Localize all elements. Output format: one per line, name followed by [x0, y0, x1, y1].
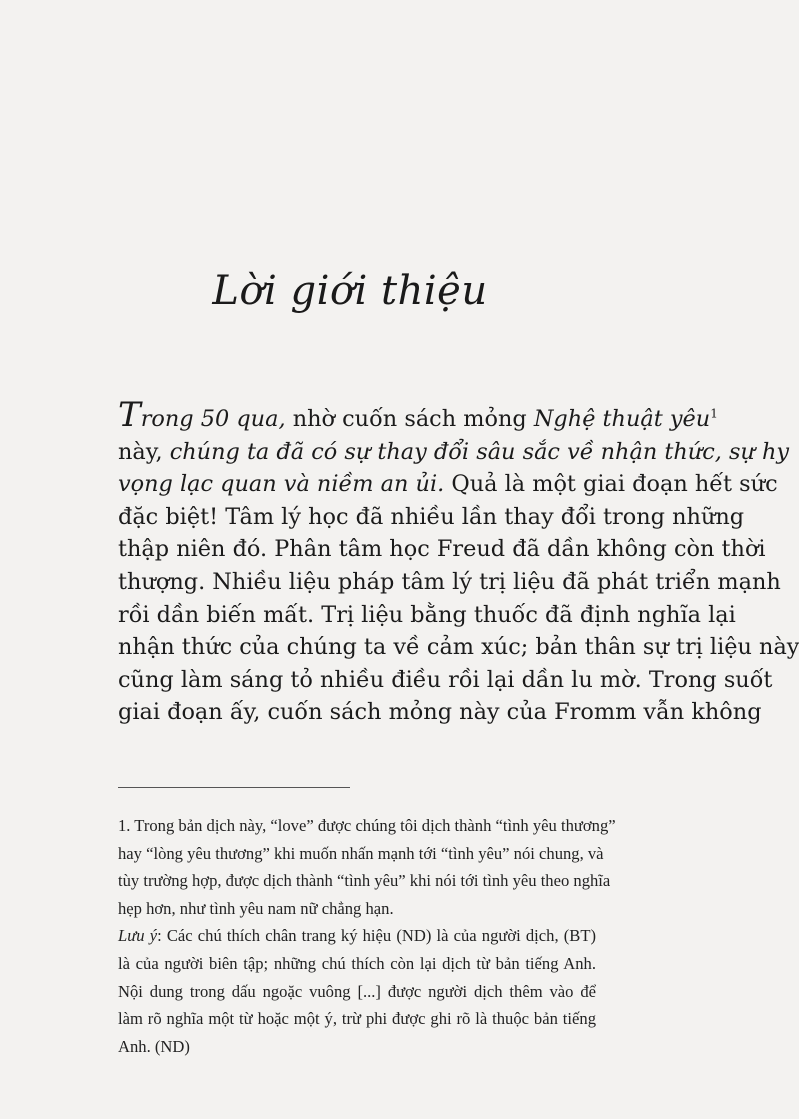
body-line: giai đoạn ấy, cuốn sách mỏng này của Fromm vẫn không — [118, 699, 762, 726]
footnotes — [118, 812, 616, 1060]
body-paragraph — [118, 395, 799, 729]
body-line: đặc biệt! Tâm lý học đã nhiều lần thay đổi trong những — [118, 503, 745, 530]
footnote-line: là của người biên tập; những chú thích còn lại dịch từ bản tiếng Anh. — [118, 953, 596, 973]
note-label: Lưu ý — [118, 926, 158, 946]
footnote-line: Anh. (ND) — [118, 1036, 190, 1056]
body-italic-text: rong 50 qua, — [140, 406, 286, 432]
footnote-line: hay “lòng yêu thương” khi muốn nhấn mạnh tới “tình yêu” nói chung, và — [118, 843, 604, 863]
book-title: Nghệ thuật yêu — [533, 406, 711, 432]
body-line — [118, 436, 790, 469]
footnote-line — [118, 922, 596, 950]
body-italic-text: chúng ta đã có sự thay đổi sâu sắc về nhận thức, sự hy — [169, 438, 790, 465]
note-text: : Các chú thích chân trang ký hiệu (ND) là của người dịch, (BT) — [157, 926, 597, 946]
page-title: Lời giới thiệu — [212, 268, 488, 314]
footnote-divider — [118, 787, 350, 788]
body-text: này, — [118, 438, 170, 465]
body-line: cũng làm sáng tỏ nhiều điều rồi lại dần lu mờ. Trong suốt — [118, 666, 773, 693]
body-italic-text: vọng lạc quan và niềm an ủi. — [118, 471, 445, 498]
footnote-ref: 1 — [710, 406, 718, 421]
body-line — [118, 468, 778, 501]
footnote-line: làm rõ nghĩa một từ hoặc một ý, trừ phi được ghi rõ là thuộc bản tiếng — [118, 1009, 596, 1029]
footnote-line: tùy trường hợp, được dịch thành “tình yêu” khi nói tới tình yêu theo nghĩa — [118, 871, 611, 891]
body-text: nhờ cuốn sách mỏng — [285, 406, 534, 432]
footnote-line: hẹp hơn, như tình yêu nam nữ chẳng hạn. — [118, 898, 394, 918]
body-line — [118, 395, 718, 436]
body-line: rồi dần biến mất. Trị liệu bằng thuốc đã định nghĩa lại — [118, 601, 736, 628]
body-line: thượng. Nhiều liệu pháp tâm lý trị liệu đã phát triển mạnh — [118, 568, 781, 595]
body-text: Quả là một giai đoạn hết sức — [444, 471, 778, 498]
footnote-line: Nội dung trong dấu ngoặc vuông [...] được người dịch thêm vào để — [118, 981, 596, 1001]
drop-cap: T — [118, 395, 141, 435]
footnote-line: 1. Trong bản dịch này, “love” được chúng tôi dịch thành “tình yêu thương” — [118, 816, 616, 835]
body-line: thập niên đó. Phân tâm học Freud đã dần không còn thời — [118, 536, 766, 563]
body-line: nhận thức của chúng ta về cảm xúc; bản thân sự trị liệu này — [118, 634, 799, 661]
